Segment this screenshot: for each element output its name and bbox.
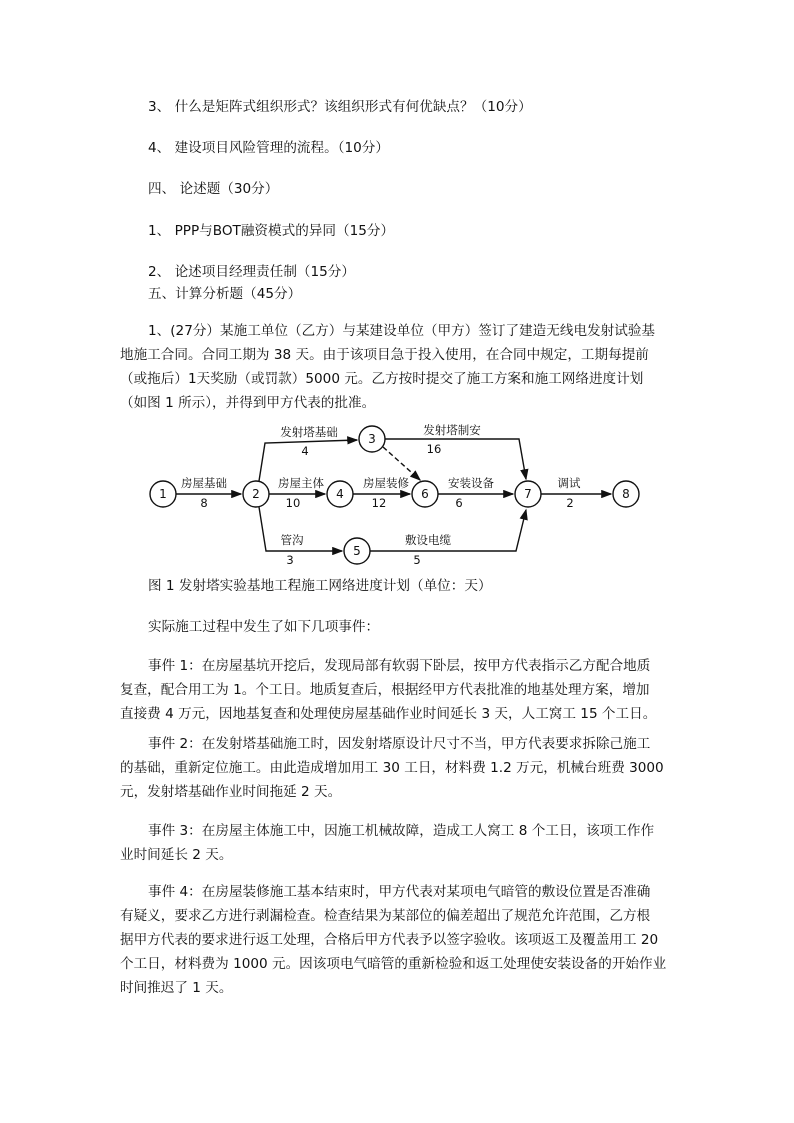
- node-label: 4: [336, 487, 344, 501]
- event-1-line: 直接费 4 万元，因地基复查和处理使房屋基础作业时间延长 3 天，人工窝工 15 个工日。: [120, 706, 657, 722]
- activity-duration: 5: [413, 553, 421, 567]
- event-4-line: 据甲方代表的要求进行返工处理，合格后甲方代表予以签字验收。该项返工及覆盖用工 20: [120, 932, 659, 948]
- activity-name: 敷设电缆: [405, 533, 451, 547]
- problem-line: （或拖后）1天奖励（或罚款）5000 元。乙方按时提交了施工方案和施工网络进度计划: [120, 371, 644, 387]
- events-intro: 实际施工过程中发生了如下几项事件：: [148, 619, 380, 635]
- activity-duration: 3: [286, 553, 294, 567]
- activity-name: 调试: [557, 476, 581, 490]
- problem-line: 1、(27分）某施工单位（乙方）与某建设单位（甲方）签订了建造无线电发射试验基: [148, 323, 656, 339]
- event-3-line: 事件 3：在房屋主体施工中，因施工机械故障，造成工人窝工 8 个工日，该项工作作: [148, 823, 655, 839]
- activity-duration: 12: [371, 496, 387, 510]
- node-label: 6: [421, 487, 429, 501]
- activity-duration: 4: [301, 444, 309, 458]
- activity-name: 房屋装修: [363, 476, 409, 490]
- activity-duration: 8: [200, 496, 208, 510]
- event-3-line: 业时间延长 2 天。: [120, 847, 233, 863]
- section-4-heading: 四、 论述题（30分）: [148, 181, 279, 197]
- event-4-line: 时间推迟了 1 天。: [120, 980, 233, 996]
- event-1-line: 复查，配合用工为 1。个工日。地质复查后，根据经甲方代表批准的地基处理方案，增加: [120, 682, 650, 698]
- activity-name: 发射塔基础: [280, 425, 338, 439]
- activity-duration: 6: [455, 496, 463, 510]
- section-5-heading: 五、计算分析题（45分）: [148, 286, 302, 302]
- activity-duration: 16: [426, 442, 442, 456]
- question-3: 3、 什么是矩阵式组织形式？该组织形式有何优缺点？（10分）: [148, 99, 532, 115]
- activity-duration: 10: [285, 496, 301, 510]
- node-label: 5: [353, 544, 361, 558]
- activity-name: 安装设备: [448, 476, 494, 490]
- node-label: 1: [159, 487, 167, 501]
- event-4-line: 有疑义，要求乙方进行剥漏检查。检查结果为某部位的偏差超出了规范允许范围，乙方根: [120, 908, 651, 924]
- activity-name: 发射塔制安: [423, 423, 481, 437]
- activity-duration: 2: [566, 496, 574, 510]
- essay-question-1: 1、 PPP与BOT融资模式的异同（15分）: [148, 223, 395, 239]
- essay-question-2: 2、 论述项目经理责任制（15分）: [148, 264, 355, 280]
- event-1-line: 事件 1：在房屋基坑开挖后，发现局部有软弱下卧层，按甲方代表指示乙方配合地质: [148, 658, 651, 674]
- node-label: 8: [622, 487, 630, 501]
- event-4-line: 个工日，材料费为 1000 元。因该项电气暗管的重新检验和返工处理使安装设备的开始作业: [120, 956, 667, 972]
- problem-line: （如图 1 所示），并得到甲方代表的批准。: [120, 395, 376, 411]
- node-label: 7: [524, 487, 532, 501]
- figure-caption: 图 1 发射塔实验基地工程施工网络进度计划（单位：天）: [148, 578, 492, 594]
- activity-name: 房屋主体: [278, 476, 324, 490]
- node-label: 3: [368, 432, 376, 446]
- event-2-line: 元，发射塔基础作业时间拖延 2 天。: [120, 784, 342, 800]
- event-2-line: 的基础，重新定位施工。由此造成增加用工 30 工日，材料费 1.2 万元，机械台班费 3000: [120, 760, 664, 776]
- question-4: 4、 建设项目风险管理的流程。（10分）: [148, 140, 389, 156]
- event-4-line: 事件 4：在房屋装修施工基本结束时，甲方代表对某项电气暗管的敷设位置是否准确: [148, 884, 651, 900]
- activity-name: 管沟: [280, 533, 304, 547]
- node-label: 2: [252, 487, 260, 501]
- event-2-line: 事件 2：在发射塔基础施工时，因发射塔原设计尺寸不当，甲方代表要求拆除己施工: [148, 736, 651, 752]
- activity-name: 房屋基础: [181, 476, 227, 490]
- problem-line: 地施工合同。合同工期为 38 天。由于该项目急于投入使用，在合同中规定，工期每提前: [120, 347, 649, 363]
- arrow-3-7: [385, 439, 526, 479]
